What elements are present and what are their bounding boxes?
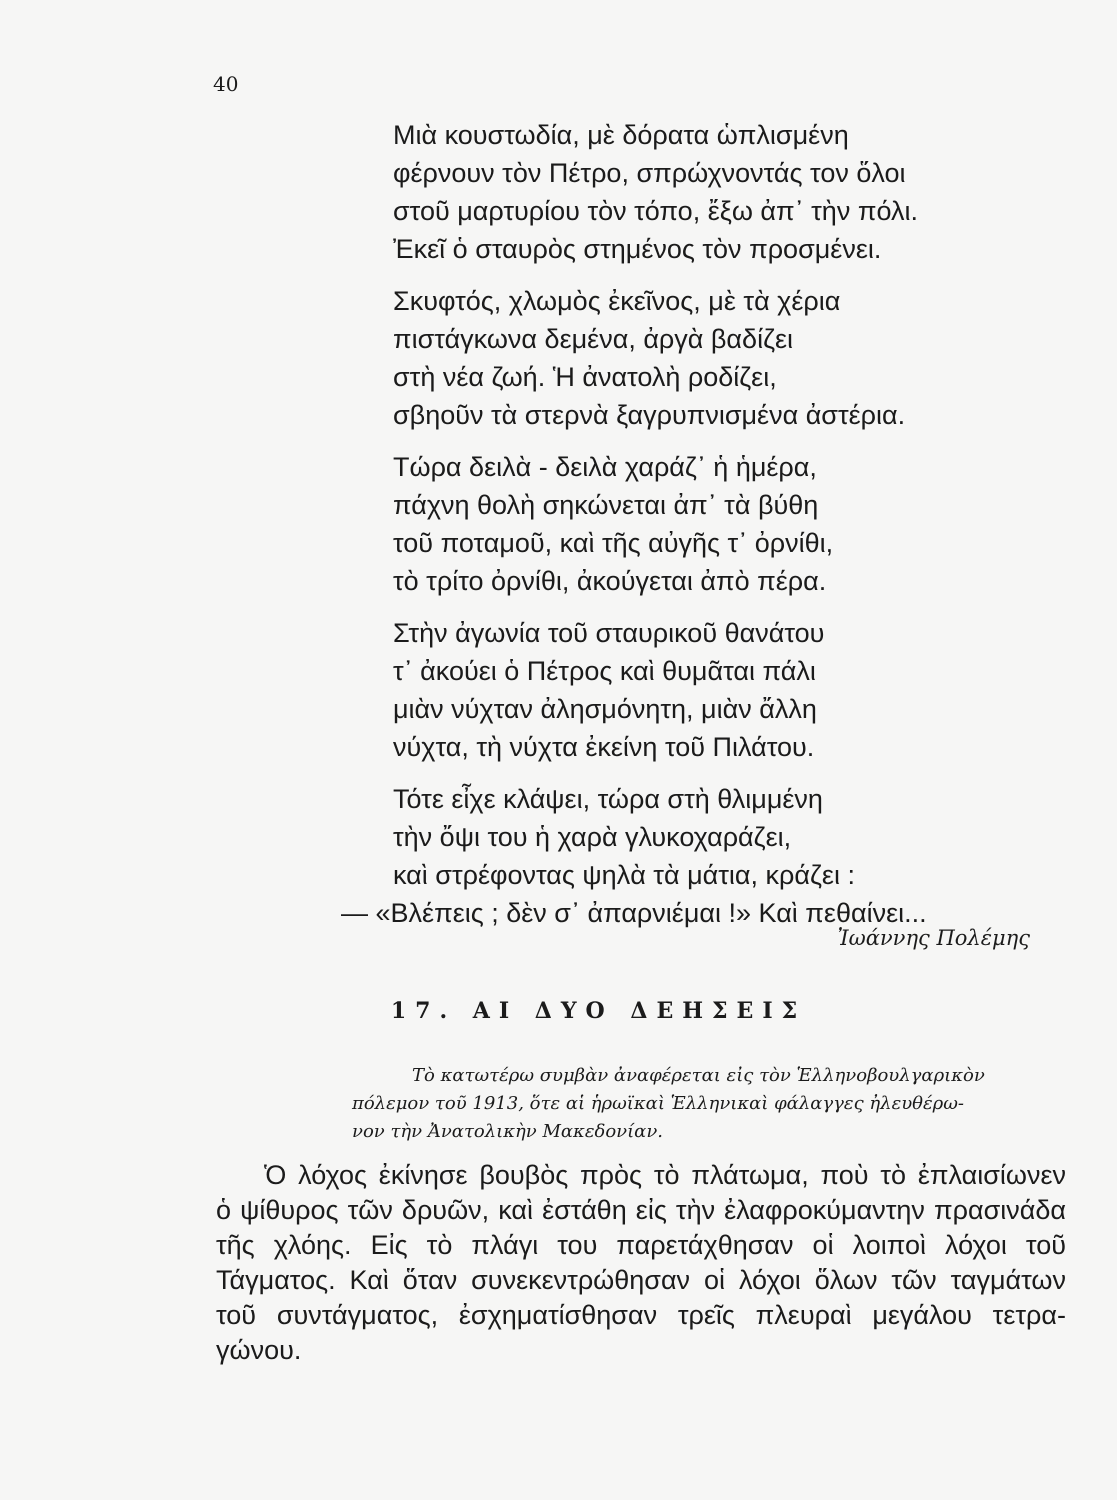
body-line: ὁ ψίθυρος τῶν δρυῶν, καὶ ἐστάθη εἰς τὴν ἐλαφροκύμαντην πρασινάδα — [216, 1195, 1066, 1225]
body-line: τῆς χλόης. Εἰς τὸ πλάγι του παρετάχθησαν οἱ λοιποὶ λόχοι τοῦ — [216, 1230, 1066, 1260]
poem-line: τοῦ ποταμοῦ, καὶ τῆς αὐγῆς τ᾿ ὀρνίθι, — [393, 528, 834, 558]
body-line: Ὁ λόχος ἐκίνησε βουβὸς πρὸς τὸ πλάτωμα, ποὺ τὸ ἐπλαισίωνεν — [264, 1160, 1066, 1190]
section-intro — [352, 1062, 1062, 1146]
intro-line: Τὸ κατωτέρω συμβὰν ἀναφέρεται εἰς τὸν Ἑλληνοβουλγαρικὸν — [412, 1065, 985, 1086]
poem-line: πάχνη θολὴ σηκώνεται ἀπ᾿ τὰ βύθη — [393, 490, 819, 520]
poem-line: φέρνουν τὸν Πέτρο, σπρώχνοντάς τον ὅλοι — [393, 158, 906, 188]
body-line: γώνου. — [216, 1335, 302, 1365]
poem-author: Ἰωάννης Πολέμης — [837, 926, 1030, 950]
poem-line: τ᾿ ἀκούει ὁ Πέτρος καὶ θυμᾶται πάλι — [393, 656, 816, 686]
poem-line: Μιὰ κουστωδία, μὲ δόρατα ὡπλισμένη — [393, 120, 849, 150]
intro-line: πόλεμον τοῦ 1913, ὅτε αἱ ἡρωϊκαὶ Ἑλληνικαὶ φάλαγγες ἠλευθέρω- — [352, 1093, 965, 1114]
intro-line: νον τὴν Ἀνατολικὴν Μακεδονίαν. — [352, 1121, 664, 1142]
poem-line: Τώρα δειλὰ - δειλὰ χαράζ᾿ ἡ ἡμέρα, — [393, 452, 817, 482]
poem-line: στοῦ μαρτυρίου τὸν τόπο, ἔξω ἀπ᾿ τὴν πόλι. — [393, 196, 918, 226]
poem-line: τὸ τρίτο ὀρνίθι, ἀκούγεται ἀπὸ πέρα. — [393, 566, 827, 596]
page-number: 40 — [213, 72, 239, 96]
poem-line: νύχτα, τὴ νύχτα ἐκείνη τοῦ Πιλάτου. — [393, 732, 815, 762]
poem-line: στὴ νέα ζωή. Ἡ ἀνατολὴ ροδίζει, — [393, 362, 777, 392]
poem-line: — «Βλέπεις ; δὲν σ᾿ ἀπαρνιέμαι !» Καὶ πεθαίνει... — [341, 898, 927, 928]
poem-line: Στὴν ἀγωνία τοῦ σταυρικοῦ θανάτου — [393, 618, 825, 648]
section-heading: 17. ΑΙ ΔΥΟ ΔΕΗΣΕΙΣ — [390, 998, 807, 1024]
poem-line: μιὰν νύχταν ἀλησμόνητη, μιὰν ἄλλη — [393, 694, 817, 724]
poem-line: τὴν ὄψι του ἡ χαρὰ γλυκοχαράζει, — [393, 822, 792, 852]
body-line: Τάγματος. Καὶ ὅταν συνεκεντρώθησαν οἱ λόχοι ὅλων τῶν ταγμάτων — [216, 1265, 1066, 1295]
poem-line: σβηοῦν τὰ στερνὰ ξαγρυπνισμένα ἀστέρια. — [393, 400, 906, 430]
poem-line: Σκυφτός, χλωμὸς ἐκεῖνος, μὲ τὰ χέρια — [393, 286, 841, 316]
poem-line: καὶ στρέφοντας ψηλὰ τὰ μάτια, κράζει : — [393, 860, 855, 890]
section-body — [216, 1158, 1066, 1368]
poem-line: Ἐκεῖ ὁ σταυρὸς στημένος τὸν προσμένει. — [393, 234, 882, 264]
poem-line: πιστάγκωνα δεμένα, ἀργὰ βαδίζει — [393, 324, 794, 354]
poem-line: Τότε εἶχε κλάψει, τώρα στὴ θλιμμένη — [393, 784, 823, 814]
body-line: τοῦ συντάγματος, ἐσχηματίσθησαν τρεῖς πλευραὶ μεγάλου τετρα- — [216, 1300, 1066, 1330]
